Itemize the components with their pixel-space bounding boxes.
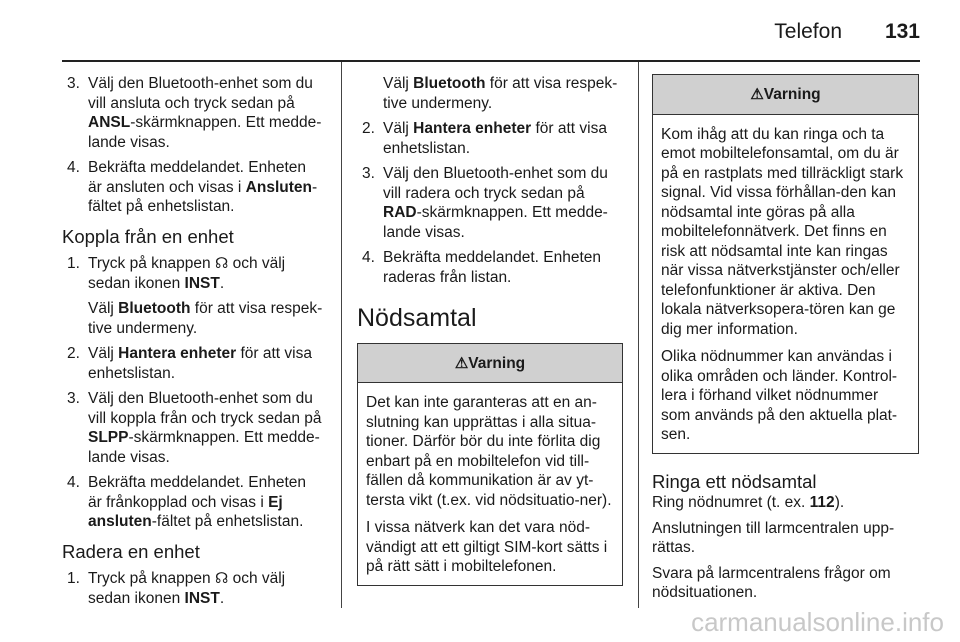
list-item: 3. Välj den Bluetooth-enhet som du vill koppla från och tryck sedan på SLPP-skärmknappen. Ett medde-lande visas. (67, 390, 322, 466)
warning-label: Varning (468, 354, 526, 372)
paragraph: Svara på larmcentralens frågor om nödsituationen. (652, 564, 891, 601)
section-heading: Koppla från en enhet (62, 225, 234, 247)
column-1 (62, 74, 324, 614)
step-text: och välj sedan ikonen (88, 255, 286, 292)
list-item: 2. Välj Hantera enheter för att visa enhetslistan. (67, 345, 312, 382)
section-heading: Radera en enhet (62, 540, 200, 562)
warning-label: Varning (763, 86, 821, 103)
page-header (0, 0, 960, 62)
warning-body (653, 115, 918, 453)
step-number: 4. (362, 249, 375, 266)
column-divider (341, 62, 342, 608)
step-number: 3. (67, 390, 80, 407)
step-number: 2. (67, 345, 80, 362)
step-text: -fältet på enhetslistan. (88, 178, 318, 215)
paragraph: Ring nödnumret (t. ex. 112). (652, 494, 845, 511)
step-subtext: Välj Bluetooth för att visa respek-tive undermeny. (383, 75, 618, 112)
step-number: 4. (67, 159, 80, 176)
step-number: 3. (67, 75, 80, 92)
warning-body (358, 383, 622, 585)
step-number: 3. (362, 165, 375, 182)
warning-text: I vissa nätverk kan det vara nöd-vändigt att ett giltigt SIM-kort sätts i på rätt sätt i mobiltelefonen. (366, 519, 608, 575)
list-item: 4. Bekräfta meddelandet. Enheten är frånkopplad och visas i Ej ansluten-fältet på enhetslistan. (67, 474, 307, 530)
list-item (62, 254, 324, 293)
warning-icon: ⚠ (750, 86, 764, 103)
list-item: 4. Bekräfta meddelandet. Enheten raderas från listan. (362, 249, 602, 286)
step-text: Välj den Bluetooth-enhet som du vill ansluta och tryck sedan på (88, 75, 313, 112)
list-item: 1. Tryck på knappen ☊ och välj sedan ikonen INST. (67, 570, 286, 607)
list-item (62, 158, 324, 217)
warning-box (652, 74, 919, 454)
list-item: 2. Välj Hantera enheter för att visa enhetslistan. (362, 120, 607, 157)
column-2 (357, 74, 623, 586)
step-text: . (219, 274, 225, 292)
step-number: 4. (67, 474, 80, 491)
phone-icon: ☊ (214, 255, 229, 272)
warning-text: Kom ihåg att du kan ringa och ta emot mobiltelefonsamtal, om du är på en rastplats med tillräckligt stark signal. Vid vissa förhållan-den kan nödsamtal inte göras på alla mobiltelefonnätverk. Det finns en risk att nödsamtal inte kan ringas när vissa nätverkstjänster och/eller telefonfunktioner är aktiva. Den lokala nätverksopera-tören kan ge dig mer information. (661, 125, 904, 338)
column-divider (638, 62, 639, 608)
button-label: ANSL (88, 114, 131, 131)
warning-header (358, 344, 622, 384)
list-item: 3. Välj den Bluetooth-enhet som du vill radera och tryck sedan på RAD-skärmknappen. Ett medde-lande visas. (362, 165, 608, 241)
warning-text: Olika nödnummer kan användas i olika områden och länder. Kontrol-lera i förhand vilket nödnummer som används på den aktuella plat-sen. (661, 348, 898, 443)
step-text: Bekräfta meddelandet. Enheten är ansluten och visas i (88, 159, 307, 196)
watermark-text: carmanualsonline.info (691, 607, 944, 637)
step-text: Tryck på knappen (88, 255, 215, 272)
column-3 (652, 74, 919, 609)
warning-box (357, 343, 623, 586)
section-heading: Ringa ett nödsamtal (652, 470, 817, 492)
step-text: -skärmknappen. Ett medde-lande visas. (88, 114, 322, 151)
step-number: 2. (362, 120, 375, 137)
phone-icon: ☊ (214, 570, 229, 587)
step-number: 1. (67, 255, 80, 272)
header-rule (62, 60, 920, 62)
warning-text: Det kan inte garanteras att en an-slutning kan upprättas i alla situa-tioner. Därför bör du inte förlita dig enbart på en mobiltelefon vid till-fällen då kommunikation är av yt-tersta vikt (t.ex. vid nödsituatio-ner). (366, 394, 612, 509)
field-label: Ansluten (245, 178, 312, 196)
button-label: INST (184, 274, 220, 292)
step-number: 1. (67, 570, 80, 587)
list-item (62, 74, 324, 152)
chapter-heading: Nödsamtal (357, 304, 477, 332)
page-title: Telefon (774, 20, 842, 43)
page-number: 131 (884, 20, 920, 43)
paragraph: Anslutningen till larmcentralen upp-rättas. (652, 519, 895, 556)
step-subtext: Välj Bluetooth för att visa respek-tive undermeny. (88, 300, 323, 337)
warning-header (653, 75, 918, 115)
warning-icon: ⚠ (454, 354, 469, 372)
